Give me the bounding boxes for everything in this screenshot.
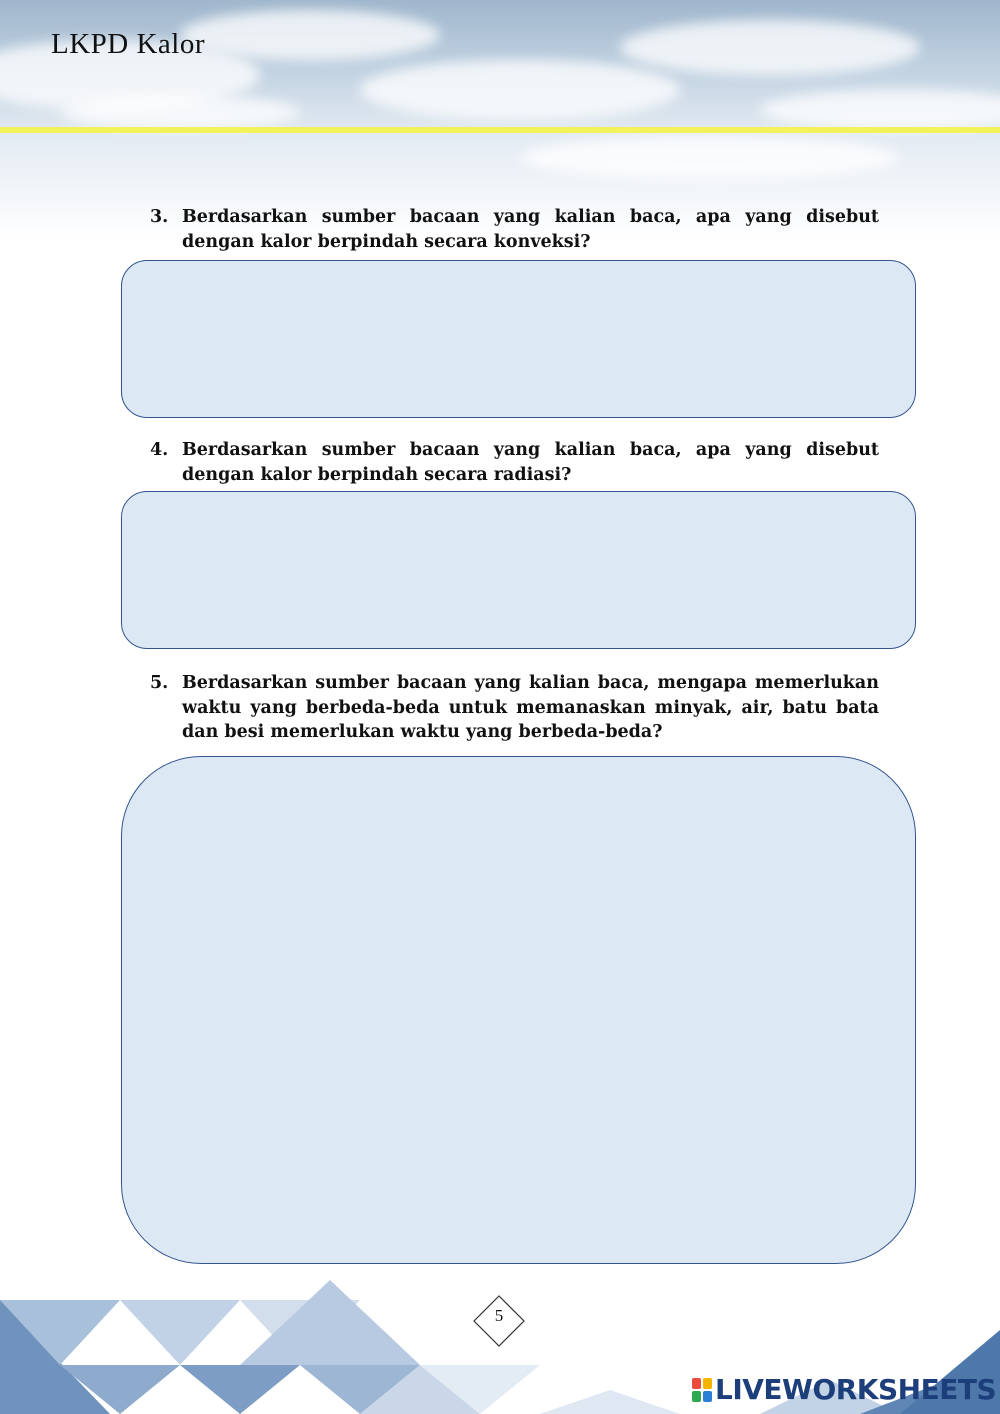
question-text: Berdasarkan sumber bacaan yang kalian baca, apa yang disebut dengan kalor berpindah secara radiasi? (182, 440, 879, 485)
question-number: 5. (150, 673, 169, 693)
question-number: 4. (150, 440, 169, 460)
answer-box-4[interactable] (121, 491, 916, 649)
liveworksheets-brand[interactable] (692, 1373, 996, 1406)
page-number: 5 (494, 1306, 504, 1325)
header-divider-line (0, 127, 1000, 133)
question-number: 3. (150, 207, 169, 227)
question-text: Berdasarkan sumber bacaan yang kalian baca, mengapa memerlukan waktu yang berbeda-beda untuk memanaskan minyak, air, batu bata dan besi memerlukan waktu yang berbeda-beda? (182, 673, 879, 742)
brand-name: LIVEWORKSHEETS (715, 1373, 997, 1406)
answer-box-3[interactable] (121, 260, 916, 418)
question-3 (150, 205, 879, 254)
liveworksheets-logo-icon (692, 1378, 712, 1402)
question-5 (150, 671, 879, 745)
question-4 (150, 438, 879, 487)
question-text: Berdasarkan sumber bacaan yang kalian baca, apa yang disebut dengan kalor berpindah secara konveksi? (182, 207, 879, 252)
answer-box-5[interactable] (121, 756, 916, 1264)
page-title: LKPD Kalor (51, 28, 206, 60)
